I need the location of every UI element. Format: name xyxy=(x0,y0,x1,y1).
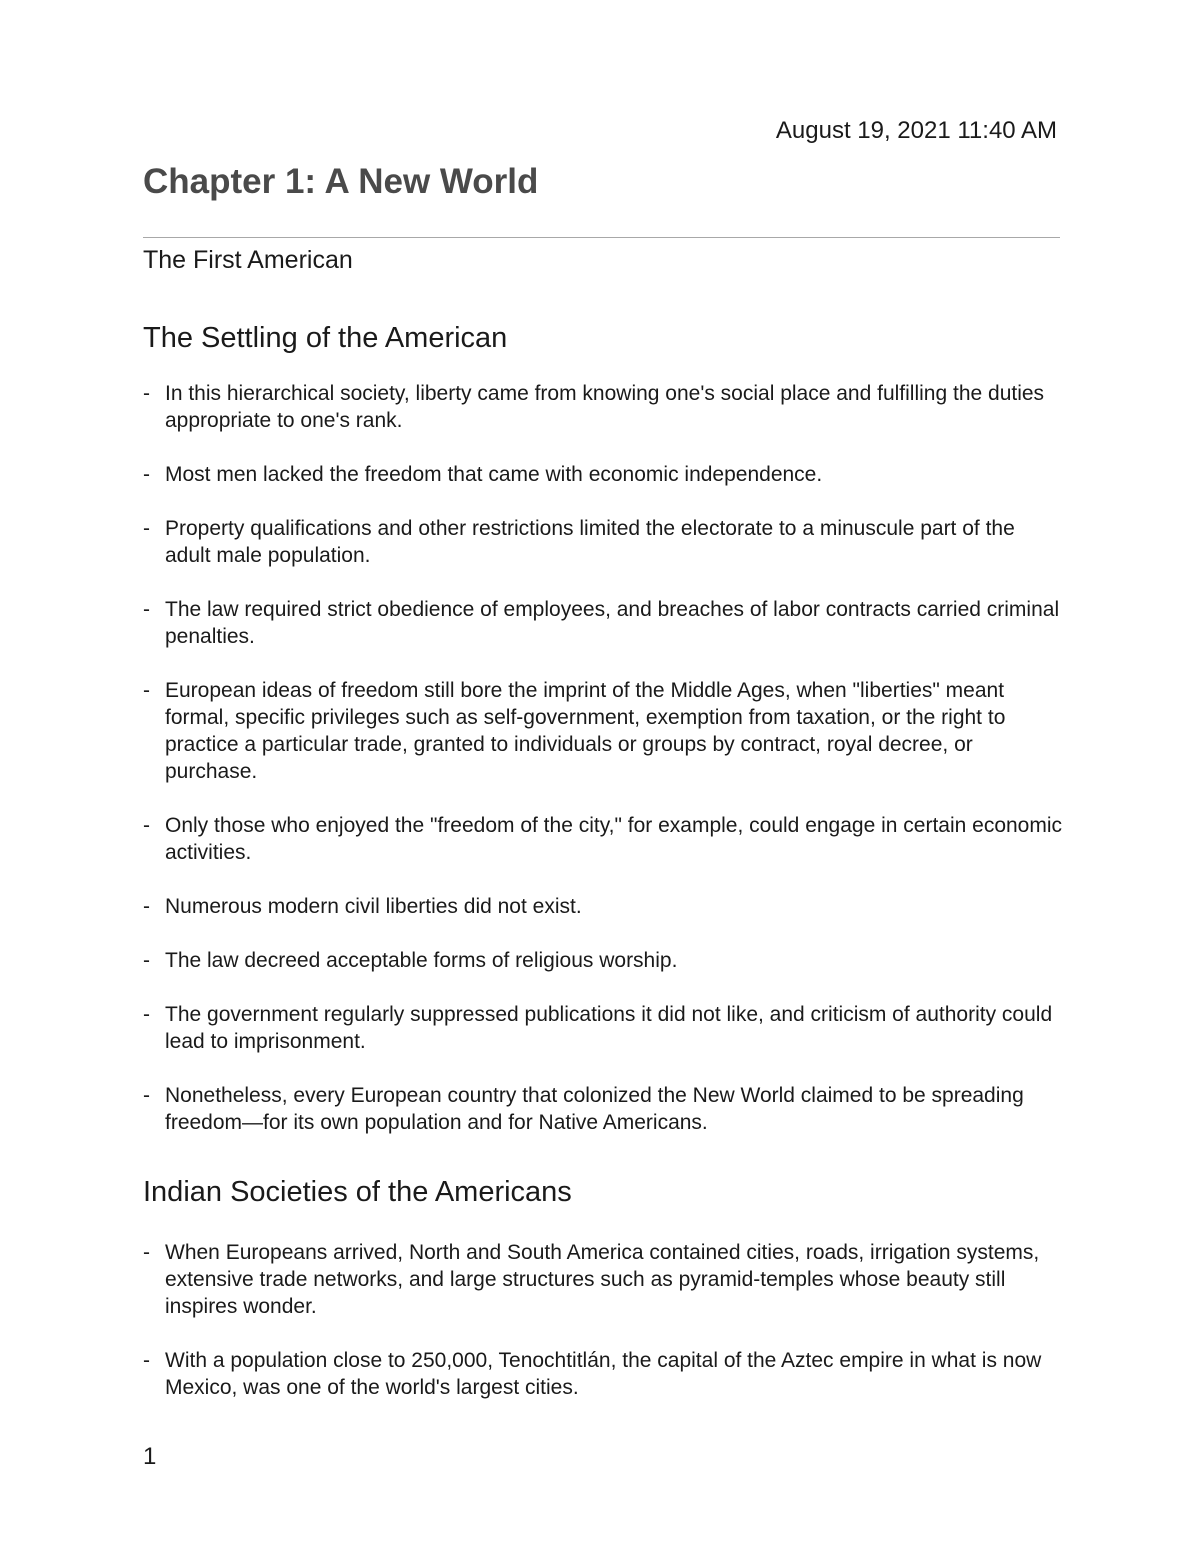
list-item xyxy=(143,1001,1063,1055)
list-item-text: Nonetheless, every European country that colonized the New World claimed to be spreading freedom—for its own population and for Native Americans. xyxy=(165,1084,1024,1134)
list-item xyxy=(143,596,1063,650)
bullet-dash: - xyxy=(143,679,150,702)
bullet-dash: - xyxy=(143,598,150,621)
list-item-text: Numerous modern civil liberties did not exist. xyxy=(165,895,582,918)
title-divider xyxy=(143,237,1060,238)
bullet-list-settling xyxy=(143,380,1063,1136)
bullet-dash: - xyxy=(143,814,150,837)
list-item xyxy=(143,677,1063,785)
list-item-text: The government regularly suppressed publications it did not like, and criticism of authority could lead to imprisonment. xyxy=(165,1003,1053,1053)
list-item-text: Property qualifications and other restrictions limited the electorate to a minuscule part of the adult male population. xyxy=(165,517,1015,567)
bullet-dash: - xyxy=(143,382,150,405)
page-number: 1 xyxy=(143,1443,157,1470)
page-subtitle: The First American xyxy=(143,246,353,274)
list-item xyxy=(143,1239,1063,1320)
list-item-text: With a population close to 250,000, Tenochtitlán, the capital of the Aztec empire in what is now Mexico, was one of the world's largest cities. xyxy=(165,1349,1042,1399)
bullet-list-indian-societies xyxy=(143,1239,1063,1401)
note-timestamp: August 19, 2021 11:40 AM xyxy=(775,117,1057,144)
list-item-text: The law decreed acceptable forms of religious worship. xyxy=(165,949,678,972)
list-item-text: Only those who enjoyed the "freedom of the city," for example, could engage in certain economic activities. xyxy=(165,814,1063,864)
list-item xyxy=(143,380,1063,434)
list-item xyxy=(143,461,1063,488)
list-item-text: When Europeans arrived, North and South America contained cities, roads, irrigation systems, extensive trade networks, and large structures such as pyramid-temples whose beauty still inspires wonder. xyxy=(165,1241,1040,1318)
bullet-dash: - xyxy=(143,1084,150,1107)
section-heading-indian-societies: Indian Societies of the Americans xyxy=(143,1176,572,1208)
list-item-text: Most men lacked the freedom that came with economic independence. xyxy=(165,463,823,486)
list-item xyxy=(143,947,1063,974)
list-item-text: The law required strict obedience of employees, and breaches of labor contracts carried criminal penalties. xyxy=(165,598,1060,648)
list-item xyxy=(143,515,1063,569)
bullet-dash: - xyxy=(143,517,150,540)
list-item xyxy=(143,1082,1063,1136)
list-item xyxy=(143,893,1063,920)
list-item xyxy=(143,1347,1063,1401)
bullet-dash: - xyxy=(143,895,150,918)
bullet-dash: - xyxy=(143,1349,150,1372)
page-title: Chapter 1: A New World xyxy=(143,162,539,201)
list-item-text: European ideas of freedom still bore the imprint of the Middle Ages, when "liberties" meant formal, specific privileges such as self-government, exemption from taxation, or the right to practice a particular trade, granted to individuals or groups by contract, royal decree, or purchase. xyxy=(165,679,1006,783)
section-heading-settling: The Settling of the American xyxy=(143,322,508,354)
bullet-dash: - xyxy=(143,1003,150,1026)
bullet-dash: - xyxy=(143,949,150,972)
bullet-dash: - xyxy=(143,463,150,486)
list-item xyxy=(143,812,1063,866)
list-item-text: In this hierarchical society, liberty came from knowing one's social place and fulfilling the duties appropriate to one's rank. xyxy=(165,382,1045,432)
bullet-dash: - xyxy=(143,1241,150,1264)
